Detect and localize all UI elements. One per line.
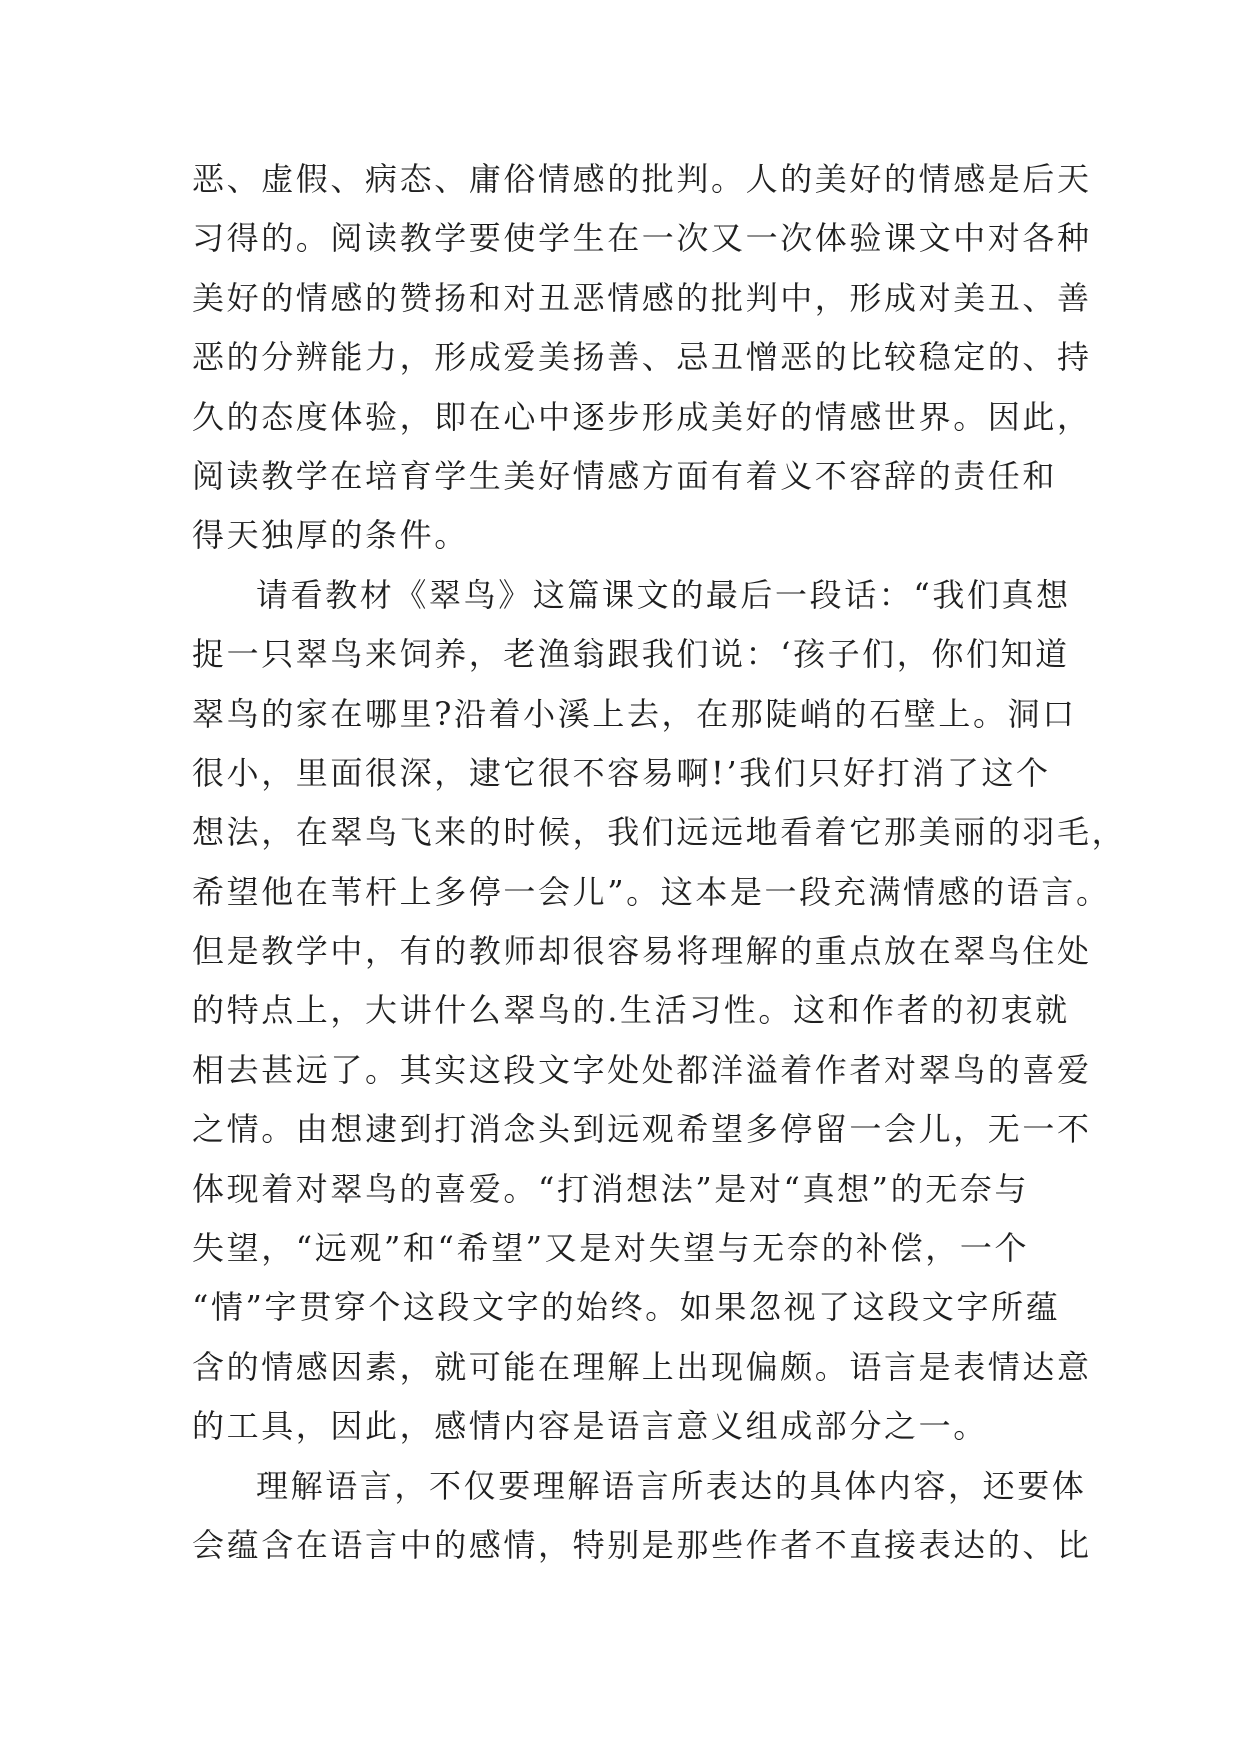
text-line: 请看教材《翠鸟》这篇课文的最后一段话：“我们真想 [256,575,1071,614]
paragraph-2 [192,566,1127,1457]
text-line: 的工具，因此，感情内容是语言意义组成部分之一。 [192,1407,988,1446]
text-line: 很小，里面很深，逮它很不容易啊!’我们只好打消了这个 [192,753,1051,792]
paragraph-1 [192,150,1092,566]
text-line: 久的态度体验，即在心中逐步形成美好的情感世界。因此， [192,397,1092,436]
text-line: 得天独厚的条件。 [192,516,469,555]
text-line: 体现着对翠鸟的喜爱。“打消想法”是对“真想”的无奈与 [192,1169,1030,1208]
text-line: 美好的情感的赞扬和对丑恶情感的批判中，形成对美丑、善 [192,278,1092,317]
text-line: 希望他在苇杆上多停一会儿”。这本是一段充满情感的语言。 [192,872,1111,911]
text-line: 阅读教学在培育学生美好情感方面有着义不容辞的责任和 [192,456,1058,495]
text-line: 恶、虚假、病态、庸俗情感的批判。人的美好的情感是后天 [192,160,1092,198]
text-line: 但是教学中，有的教师却很容易将理解的重点放在翠鸟住处 [192,932,1092,971]
text-line: 的特点上，大讲什么翠鸟的.生活习性。这和作者的初衷就 [192,991,1070,1030]
text-line: 失望，“远观”和“希望”又是对失望与无奈的补偿，一个 [192,1229,1030,1268]
body-text [192,150,1127,1575]
text-line: 翠鸟的家在哪里?沿着小溪上去，在那陡峭的石壁上。洞口 [192,694,1077,733]
text-line: 相去甚远了。其实这段文字处处都洋溢着作者对翠鸟的喜爱 [192,1050,1092,1089]
text-line: 捉一只翠鸟来饲养，老渔翁跟我们说：‘孩子们，你们知道 [192,635,1070,674]
text-line: 习得的。阅读教学要使学生在一次又一次体验课文中对各种 [192,219,1092,258]
paragraph-3 [192,1457,1092,1576]
text-line: 恶的分辨能力，形成爱美扬善、忌丑憎恶的比较稳定的、持 [192,338,1092,377]
text-line: 想法，在翠鸟飞来的时候，我们远远地看着它那美丽的羽毛， [192,813,1127,852]
text-line: “情”字贯穿个这段文字的始终。如果忽视了这段文字所蕴 [192,1288,1061,1327]
text-line: 理解语言，不仅要理解语言所表达的具体内容，还要体 [256,1466,1087,1505]
text-line: 之情。由想逮到打消念头到远观希望多停留一会儿，无一不 [192,1110,1092,1149]
text-line: 含的情感因素，就可能在理解上出现偏颇。语言是表情达意 [192,1347,1092,1386]
text-line: 会蕴含在语言中的感情，特别是那些作者不直接表达的、比 [192,1525,1092,1564]
